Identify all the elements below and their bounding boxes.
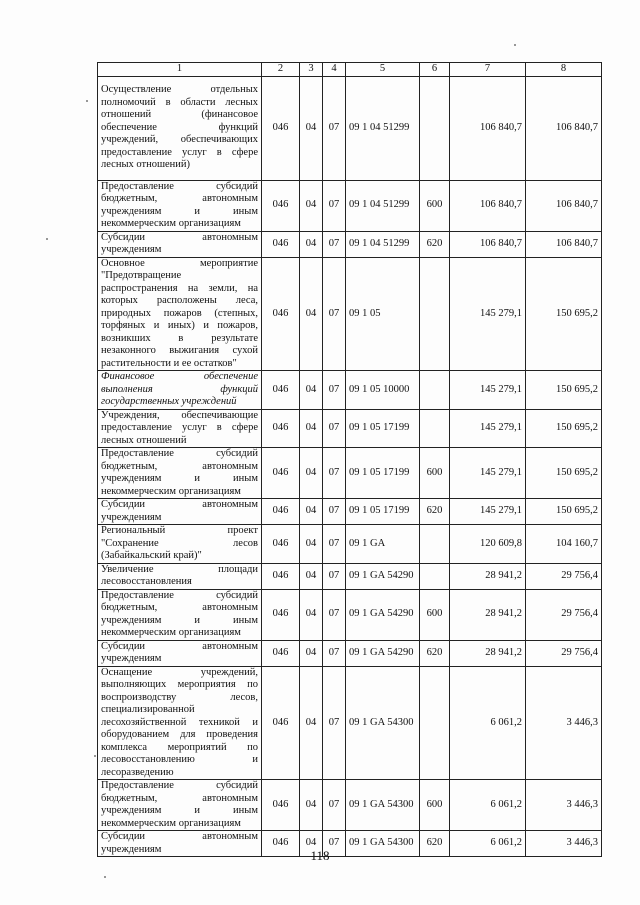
cell-vr: 620 (420, 231, 450, 257)
cell-year2: 3 446,3 (526, 780, 602, 831)
column-header: 7 (450, 63, 526, 77)
table-row (98, 231, 602, 257)
cell-vr (420, 76, 450, 180)
row-name: Осуществление отдельных полномочий в области лесных отношений (финансовое обеспечение функций учреждений, обеспечивающих предоставление услуг в сфере лесных отношений) (98, 76, 262, 180)
table-row (98, 780, 602, 831)
table-row (98, 76, 602, 180)
row-name: Предоставление субсидий бюджетным, автономным учреждениям и иным некоммерческим организациям (98, 780, 262, 831)
cell-csr: 09 1 GA 54300 (346, 831, 420, 857)
column-header: 4 (323, 63, 346, 77)
cell-year1: 28 941,2 (450, 589, 526, 640)
cell-pr: 07 (323, 257, 346, 371)
table-row (98, 666, 602, 780)
cell-rz: 04 (300, 831, 323, 857)
cell-year1: 28 941,2 (450, 640, 526, 666)
cell-year2: 29 756,4 (526, 589, 602, 640)
cell-pr: 07 (323, 448, 346, 499)
cell-ved: 046 (262, 589, 300, 640)
cell-vr: 600 (420, 780, 450, 831)
cell-pr: 07 (323, 76, 346, 180)
cell-csr: 09 1 04 51299 (346, 231, 420, 257)
cell-pr: 07 (323, 409, 346, 448)
cell-year2: 150 695,2 (526, 499, 602, 525)
cell-pr: 07 (323, 640, 346, 666)
cell-year2: 106 840,7 (526, 231, 602, 257)
cell-vr (420, 525, 450, 564)
cell-year1: 106 840,7 (450, 76, 526, 180)
column-header: 8 (526, 63, 602, 77)
cell-rz: 04 (300, 257, 323, 371)
cell-vr: 600 (420, 448, 450, 499)
cell-ved: 046 (262, 409, 300, 448)
cell-csr: 09 1 04 51299 (346, 76, 420, 180)
table-row (98, 563, 602, 589)
scan-speck (514, 44, 516, 46)
cell-ved: 046 (262, 371, 300, 410)
column-header: 6 (420, 63, 450, 77)
table-row (98, 257, 602, 371)
column-header: 3 (300, 63, 323, 77)
cell-vr (420, 257, 450, 371)
cell-year1: 145 279,1 (450, 371, 526, 410)
cell-vr (420, 409, 450, 448)
cell-ved: 046 (262, 563, 300, 589)
cell-rz: 04 (300, 499, 323, 525)
row-name: Финансовое обеспечение выполнения функций государственных учреждений (98, 371, 262, 410)
budget-table (97, 62, 602, 857)
cell-rz: 04 (300, 231, 323, 257)
table-row (98, 589, 602, 640)
cell-pr: 07 (323, 589, 346, 640)
cell-rz: 04 (300, 448, 323, 499)
cell-rz: 04 (300, 76, 323, 180)
cell-year1: 145 279,1 (450, 499, 526, 525)
cell-year2: 3 446,3 (526, 831, 602, 857)
cell-ved: 046 (262, 525, 300, 564)
row-name: Предоставление субсидий бюджетным, автономным учреждениям и иным некоммерческим организациям (98, 589, 262, 640)
row-name: Оснащение учреждений, выполняющих мероприятия по воспроизводству лесов, специализированной лесохозяйственной техникой и оборудованием для проведения комплекса мероприятий по лесовосстановлению и лесоразведению (98, 666, 262, 780)
cell-vr (420, 371, 450, 410)
cell-year2: 150 695,2 (526, 257, 602, 371)
cell-vr (420, 666, 450, 780)
cell-vr: 620 (420, 499, 450, 525)
cell-year1: 106 840,7 (450, 180, 526, 231)
table-row (98, 409, 602, 448)
row-name: Предоставление субсидий бюджетным, автономным учреждениям и иным некоммерческим организациям (98, 448, 262, 499)
cell-ved: 046 (262, 780, 300, 831)
cell-year2: 3 446,3 (526, 666, 602, 780)
cell-vr: 620 (420, 831, 450, 857)
cell-year1: 145 279,1 (450, 448, 526, 499)
cell-csr: 09 1 05 17199 (346, 448, 420, 499)
cell-csr: 09 1 05 10000 (346, 371, 420, 410)
table-row (98, 371, 602, 410)
column-header: 2 (262, 63, 300, 77)
scan-speck (86, 100, 88, 102)
row-name: Учреждения, обеспечивающие предоставление услуг в сфере лесных отношений (98, 409, 262, 448)
cell-pr: 07 (323, 525, 346, 564)
cell-year1: 28 941,2 (450, 563, 526, 589)
column-header: 5 (346, 63, 420, 77)
cell-csr: 09 1 05 17199 (346, 499, 420, 525)
cell-year2: 150 695,2 (526, 371, 602, 410)
cell-csr: 09 1 04 51299 (346, 180, 420, 231)
cell-pr: 07 (323, 563, 346, 589)
cell-ved: 046 (262, 499, 300, 525)
cell-year2: 106 840,7 (526, 180, 602, 231)
cell-pr: 07 (323, 499, 346, 525)
row-name: Субсидии автономным учреждениям (98, 640, 262, 666)
table-row (98, 640, 602, 666)
scan-speck (104, 876, 106, 878)
row-name: Предоставление субсидий бюджетным, автономным учреждениям и иным некоммерческим организациям (98, 180, 262, 231)
cell-year1: 6 061,2 (450, 666, 526, 780)
cell-year1: 106 840,7 (450, 231, 526, 257)
cell-year2: 104 160,7 (526, 525, 602, 564)
cell-rz: 04 (300, 525, 323, 564)
cell-pr: 07 (323, 831, 346, 857)
table-row (98, 499, 602, 525)
cell-csr: 09 1 GA (346, 525, 420, 564)
row-name: Субсидии автономным учреждениям (98, 231, 262, 257)
cell-ved: 046 (262, 666, 300, 780)
cell-rz: 04 (300, 780, 323, 831)
table-row (98, 180, 602, 231)
cell-rz: 04 (300, 589, 323, 640)
cell-csr: 09 1 GA 54300 (346, 666, 420, 780)
cell-year1: 120 609,8 (450, 525, 526, 564)
row-name: Увеличение площади лесовосстановления (98, 563, 262, 589)
cell-pr: 07 (323, 231, 346, 257)
cell-ved: 046 (262, 640, 300, 666)
cell-year2: 29 756,4 (526, 640, 602, 666)
cell-rz: 04 (300, 563, 323, 589)
cell-ved: 046 (262, 231, 300, 257)
table-header-row (98, 63, 602, 77)
row-name: Основное мероприятие "Предотвращение распространения на земли, на которых расположены леса, природных пожаров (степных, торфяных и иных) и пожаров, возникших в результате незаконного выжигания сухой растительности и ее остатков" (98, 257, 262, 371)
cell-rz: 04 (300, 640, 323, 666)
cell-year2: 106 840,7 (526, 76, 602, 180)
cell-vr: 620 (420, 640, 450, 666)
cell-year1: 145 279,1 (450, 257, 526, 371)
cell-year2: 150 695,2 (526, 409, 602, 448)
scan-speck (46, 238, 48, 240)
cell-vr (420, 563, 450, 589)
table-row (98, 525, 602, 564)
cell-pr: 07 (323, 371, 346, 410)
scan-speck (94, 755, 96, 757)
row-name: Региональный проект "Сохранение лесов (Забайкальский край)" (98, 525, 262, 564)
cell-pr: 07 (323, 180, 346, 231)
table-row (98, 448, 602, 499)
cell-year1: 6 061,2 (450, 780, 526, 831)
cell-ved: 046 (262, 180, 300, 231)
cell-csr: 09 1 05 (346, 257, 420, 371)
cell-year2: 150 695,2 (526, 448, 602, 499)
cell-csr: 09 1 GA 54290 (346, 563, 420, 589)
cell-rz: 04 (300, 371, 323, 410)
cell-rz: 04 (300, 180, 323, 231)
cell-vr: 600 (420, 589, 450, 640)
row-name: Субсидии автономным учреждениям (98, 831, 262, 857)
cell-year1: 145 279,1 (450, 409, 526, 448)
cell-csr: 09 1 GA 54300 (346, 780, 420, 831)
cell-pr: 07 (323, 780, 346, 831)
cell-ved: 046 (262, 831, 300, 857)
cell-ved: 046 (262, 257, 300, 371)
column-header: 1 (98, 63, 262, 77)
cell-rz: 04 (300, 666, 323, 780)
cell-rz: 04 (300, 409, 323, 448)
cell-vr: 600 (420, 180, 450, 231)
cell-csr: 09 1 GA 54290 (346, 640, 420, 666)
cell-csr: 09 1 GA 54290 (346, 589, 420, 640)
cell-year2: 29 756,4 (526, 563, 602, 589)
row-name: Субсидии автономным учреждениям (98, 499, 262, 525)
cell-csr: 09 1 05 17199 (346, 409, 420, 448)
cell-ved: 046 (262, 448, 300, 499)
cell-ved: 046 (262, 76, 300, 180)
page-number: 118 (310, 848, 330, 863)
cell-year1: 6 061,2 (450, 831, 526, 857)
cell-pr: 07 (323, 666, 346, 780)
